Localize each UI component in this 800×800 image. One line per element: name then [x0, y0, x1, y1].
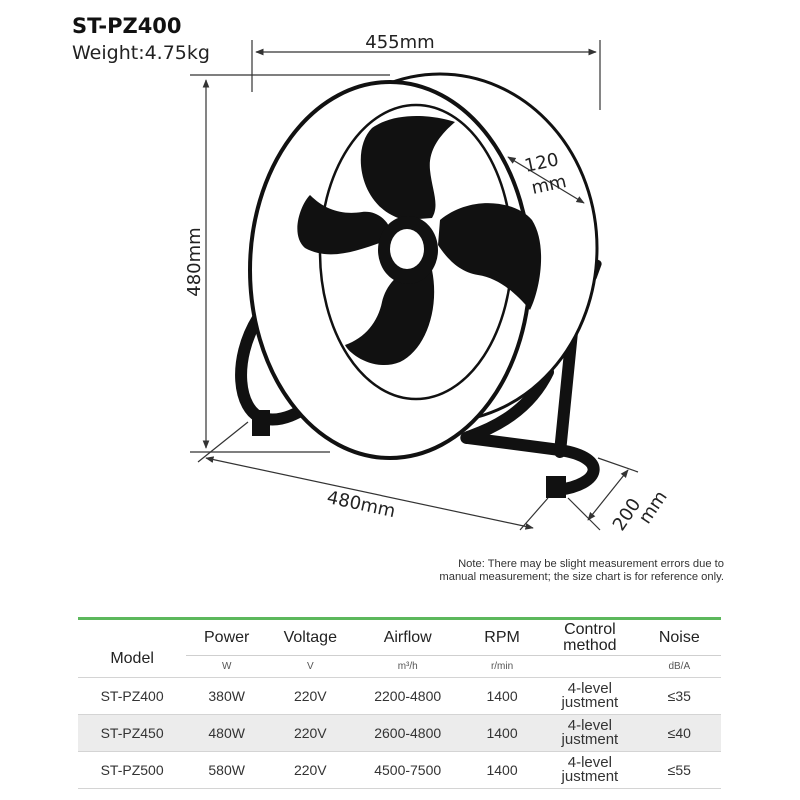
depth-value: 120 [522, 149, 561, 177]
cell-airflow: 2200-4800 [353, 678, 462, 715]
unit-power: W [186, 656, 267, 678]
unit-voltage: V [267, 656, 353, 678]
table-row [78, 678, 721, 715]
base-width-value: 200 [608, 494, 646, 535]
cell-noise: ≤35 [638, 678, 721, 715]
cell-airflow: 4500-7500 [353, 752, 462, 789]
cell-rpm: 1400 [462, 752, 542, 789]
header-airflow: Airflow [383, 628, 432, 646]
base-length-label: 480mm [325, 487, 398, 523]
cell-control-line1: 4-level [567, 717, 612, 734]
note-line-1: Note: There may be slight measurement errors due to [458, 558, 724, 570]
unit-airflow: m³/h [353, 656, 462, 678]
cell-control-line2: justment [561, 768, 619, 785]
cell-airflow: 2600-4800 [353, 715, 462, 752]
cell-model: ST-PZ500 [78, 752, 186, 789]
cell-control [542, 715, 637, 752]
header-control-method [542, 619, 637, 656]
cell-control-line2: justment [561, 694, 619, 711]
spec-table [78, 617, 721, 789]
cell-voltage: 220V [267, 715, 353, 752]
base-width-unit: mm [634, 486, 672, 528]
unit-noise: dB/A [638, 656, 721, 678]
header-model: Model [110, 650, 154, 667]
cell-control-line1: 4-level [567, 680, 612, 697]
header-voltage: Voltage [283, 628, 337, 646]
cell-control [542, 678, 637, 715]
measurement-note [304, 558, 724, 584]
note-line-2: manual measurement; the size chart is for reference only. [439, 571, 724, 583]
cell-control [542, 752, 637, 789]
cell-model: ST-PZ400 [78, 678, 186, 715]
cell-model: ST-PZ450 [78, 715, 186, 752]
height-label: 480mm [184, 227, 205, 297]
product-model-title: ST-PZ400 [72, 14, 182, 38]
table-header-row [78, 619, 721, 656]
header-noise: Noise [658, 628, 700, 646]
cell-control-line1: 4-level [567, 754, 612, 771]
unit-rpm: r/min [462, 656, 542, 678]
header-power: Power [204, 628, 250, 646]
cell-noise: ≤55 [638, 752, 721, 789]
cell-voltage: 220V [267, 678, 353, 715]
cell-noise: ≤40 [638, 715, 721, 752]
header-control-line1: Control [564, 620, 616, 638]
cell-power: 480W [186, 715, 267, 752]
cell-rpm: 1400 [462, 678, 542, 715]
table-row [78, 752, 721, 789]
cell-voltage: 220V [267, 752, 353, 789]
table-row [78, 715, 721, 752]
cell-power: 580W [186, 752, 267, 789]
product-weight: Weight:4.75kg [72, 42, 210, 64]
header-control-line2: method [563, 636, 617, 654]
cell-power: 380W [186, 678, 267, 715]
width-label: 455mm [365, 32, 435, 53]
cell-control-line2: justment [561, 731, 619, 748]
unit-control [542, 656, 637, 678]
cell-rpm: 1400 [462, 715, 542, 752]
depth-unit: mm [529, 171, 569, 199]
header-rpm: RPM [484, 628, 520, 646]
